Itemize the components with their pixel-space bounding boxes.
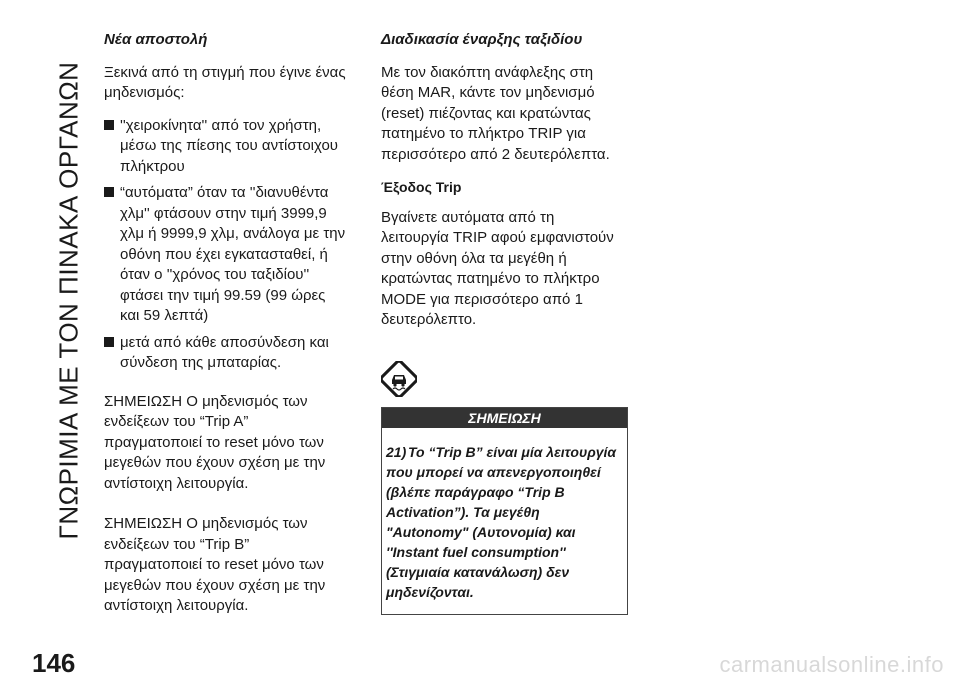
new-trip-heading: Νέα αποστολή <box>104 31 208 48</box>
trip-exit-text: Βγαίνετε αυτόματα από τη λειτουργία TRIP αφού εμφανιστούν στην οθόνη όλα τα μεγέθη ή κρατώντας πατημένο το πλήκτρο MODE για περισσότερο από 1 δευτερόλεπτο. <box>381 208 614 328</box>
page-number: 146 <box>32 648 76 678</box>
note-body <box>382 428 627 614</box>
note-number: 21) <box>386 443 407 460</box>
note-trip-b: ΣΗΜΕΙΩΣΗ Ο μηδενισμός των ενδείξεων του “Trip B” πραγματοποιεί το reset μόνο των μεγεθών που έχουν σχέση με την αντίστοιχη λειτουργία. <box>104 515 326 614</box>
bullet-square-icon <box>104 120 114 130</box>
bullet-item <box>104 333 346 374</box>
right-column <box>381 30 626 615</box>
bullet-text: μετά από κάθε αποσύνδεση και σύνδεση της μπαταρίας. <box>120 333 329 371</box>
left-column <box>104 30 346 629</box>
trip-exit-heading: Έξοδος Trip <box>381 179 462 195</box>
trip-start-text: Με τον διακόπτη ανάφλεξης στη θέση MAR, κάντε τον μηδενισμό (reset) πιέζοντας και κρατώντας πατημένο το πλήκτρο TRIP για περισσότερο από 2 δευτερόλεπτα. <box>381 63 610 163</box>
trip-start-heading: Διαδικασία έναρξης ταξιδίου <box>381 31 583 48</box>
watermark-text: carmanualsonline.info <box>719 652 944 677</box>
side-section-title <box>44 40 94 560</box>
side-title-text: ΓΝΩΡΙΜΙΑ ΜΕ ΤΟΝ ΠΙΝΑΚΑ ΟΡΓΑΝΩΝ <box>53 61 84 539</box>
bullet-text: ''χειροκίνητα'' από τον χρήστη, μέσω της πίεσης του αντίστοιχου πλήκτρου <box>120 116 339 175</box>
bullet-item <box>104 116 346 178</box>
skidding-car-icon <box>381 361 417 397</box>
note-box <box>381 407 628 615</box>
note-title: ΣΗΜΕΙΩΣΗ <box>382 408 627 428</box>
note-trip-a: ΣΗΜΕΙΩΣΗ Ο μηδενισμός των ενδείξεων του “Trip A” πραγματοποιεί το reset μόνο των μεγεθών που έχουν σχέση με την αντίστοιχη λειτουργία. <box>104 392 326 492</box>
bullet-text: “αυτόματα” όταν τα ''διανυθέντα χλμ'' φτάσουν στην τιμή 3999,9 χλμ ή 9999,9 χλμ, ανάλογα με την οθόνη που έχει εγκατασταθεί, ή όταν ο ''χρόνος του ταξιδίου'' φτάσει την τιμή 99.59 (99 ώρες και 59 λεπτά) <box>120 184 346 324</box>
bullet-square-icon <box>104 337 114 347</box>
new-trip-intro: Ξεκινά από τη στιγμή που έγινε ένας μηδενισμός: <box>104 63 346 101</box>
note-text: Το “Trip B” είναι μία λειτουργία που μπορεί να απενεργοποιηθεί (βλέπε παράγραφο “Trip B Activation”). Τα μεγέθη "Autonomy" (Αυτονομία) και ''Instant fuel consumption'' (Στιγμιαία κατανάλωση) δεν μηδενίζονται. <box>386 443 617 600</box>
bullet-square-icon <box>104 187 114 197</box>
bullet-item <box>104 183 346 327</box>
